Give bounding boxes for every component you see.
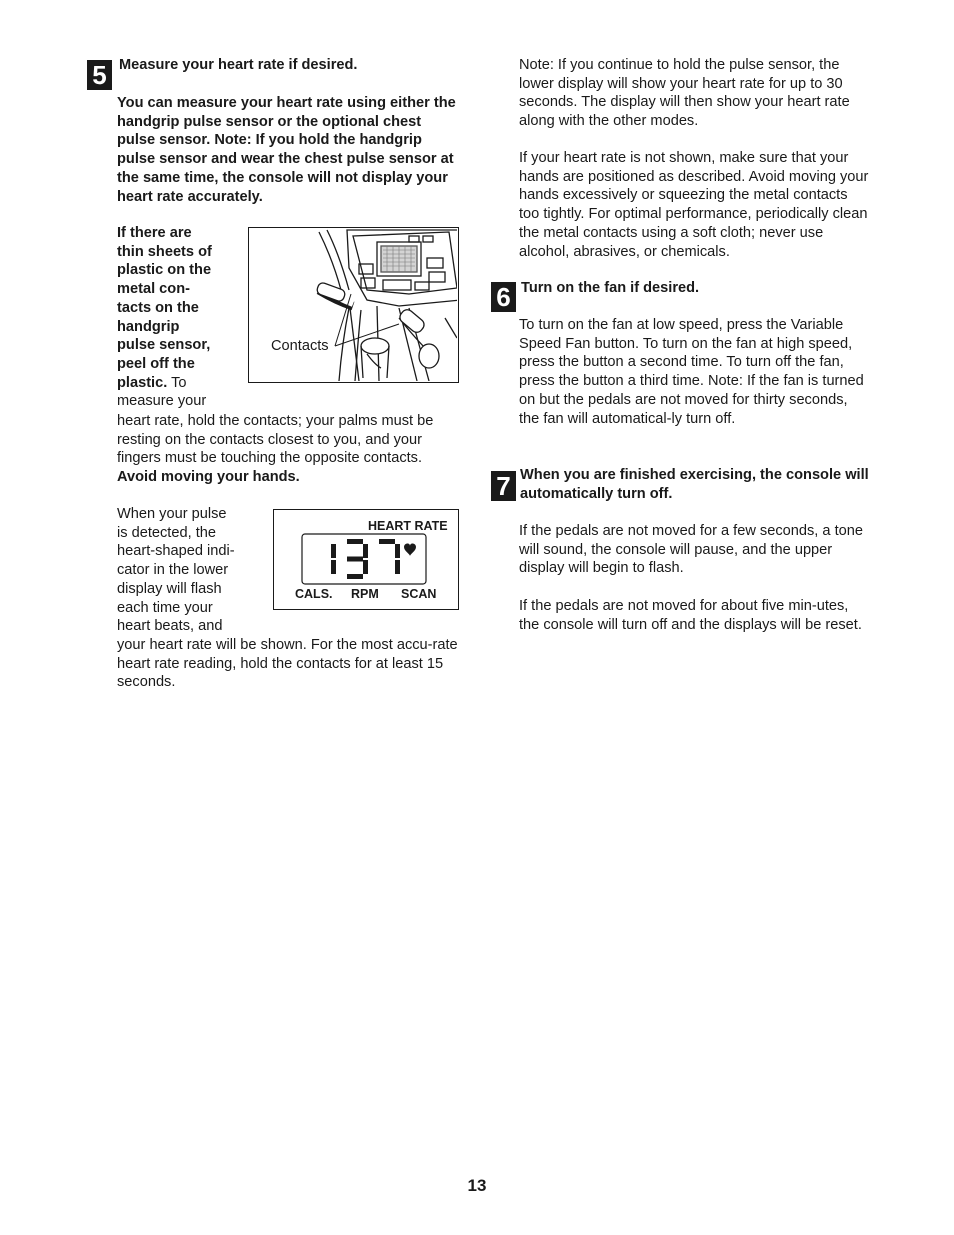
step-6-heading: Turn on the fan if desired. [521,280,700,296]
lcd-segment [395,544,400,558]
lcd-segment [379,539,395,544]
pulse-line: heart-shaped indi- [117,543,235,560]
page-number: 13 [467,1176,487,1195]
step-5-heading: Measure your heart rate if desired. [119,57,358,73]
lcd-window [302,534,426,584]
contacts-label: Contacts [271,338,329,354]
measure-line: measure your [117,393,207,410]
plastic-line: thin sheets of [117,243,212,260]
step-6-body: To turn on the fan at low speed, press the Variable Speed Fan button. To turn on the fan at high speed, press the button a second time. To turn off the fan, press the button a third time. Note: If the fan is turned on but the pedals are not moved for thirty seconds, the fan will automatical-ly turn off. [519,317,864,427]
step-5-intro: You can measure your heart rate using either the handgrip pulse sensor or the optional chest pulse sensor. Note: If you hold the handgrip pulse sensor and wear the chest pulse sensor at the same time, the console will not display your heart rate accurately. [117,95,456,205]
step-7-body-2: If the pedals are not moved for about five min-utes, the console will turn off and the displays will be reset. [519,598,862,633]
plastic-line: pulse sensor, [117,337,211,354]
plastic-line: tacts on the [117,299,199,316]
pulse-instructions [117,505,277,636]
pulse-continuation: your heart rate will be shown. For the most accu-rate heart rate reading, hold the contacts for at least 15 seconds. [117,637,458,691]
to-word: To [167,374,187,391]
avoid-moving-text: Avoid moving your hands. [117,469,300,485]
display-label-scan: SCAN [401,587,437,601]
step-7-heading: When you are finished exercising, the console will automatically turn off. [520,467,869,502]
heart-rate-title: HEART RATE [368,519,448,533]
display-label-cals: CALS. [295,587,333,601]
contacts-figure [248,227,459,383]
console-illustration [249,228,457,381]
plastic-line: If there are [117,225,192,241]
plastic-line: handgrip [117,318,180,335]
lcd-segment [347,557,363,562]
plastic-line: peel off the [117,355,195,372]
plastic-line: metal con- [117,281,190,298]
plastic-line-last [117,374,247,393]
lcd-segment [347,574,363,579]
step-6-number: 6 [491,282,516,312]
heart-rate-troubleshoot: If your heart rate is not shown, make sure that your hands are positioned as described. Avoid moving your hands excessively or squeezing the metal contacts too tightly. For optimal performance, periodically clean the metal contacts using a soft cloth; never use alcohol, abrasives, or chemicals. [519,150,869,260]
plastic-word: plastic. [117,374,168,391]
display-label-rpm: RPM [351,587,379,601]
plastic-line: plastic on the [117,262,212,279]
lcd-segment [395,560,400,574]
lcd-segment [331,544,336,558]
pulse-line: each time your [117,599,213,616]
pulse-line: When your pulse [117,506,227,522]
pulse-line: is detected, the [117,524,216,541]
step-7-body-1: If the pedals are not moved for a few seconds, a tone will sound, the console will pause, and the upper display will begin to flash. [519,523,863,577]
lcd-display [274,510,457,608]
heart-rate-display-figure [273,509,459,610]
pulse-line: cator in the lower [117,562,229,579]
pulse-line: heart beats, and [117,618,223,635]
pulse-line: display will flash [117,580,222,597]
lcd-segment [331,560,336,574]
hold-contacts-text: heart rate, hold the contacts; your palms must be resting on the contacts closest to you, and your fingers must be touching the opposite contacts. [117,413,434,467]
lcd-segment [363,560,368,574]
plastic-instructions [117,224,247,411]
step-7-number: 7 [491,471,516,501]
step-5-number: 5 [87,60,112,90]
pulse-note: Note: If you continue to hold the pulse sensor, the lower display will show your heart rate for up to 30 seconds. The display will then show your heart rate along with the other modes. [519,57,850,130]
lcd-segment [363,544,368,558]
lcd-segment [347,539,363,544]
